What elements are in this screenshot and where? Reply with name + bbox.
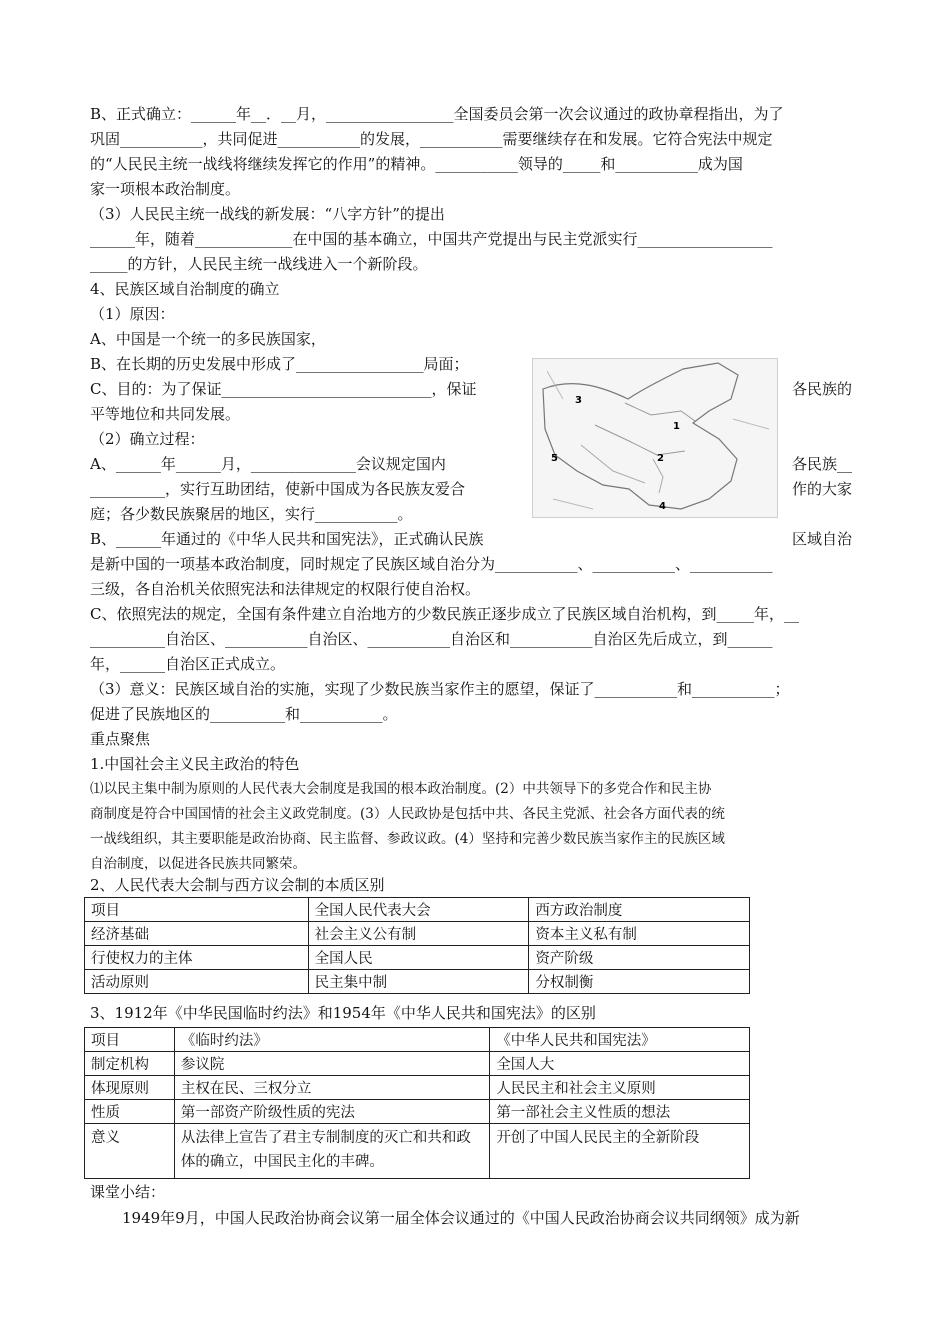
text-line: （3）意义：民族区域自治的实施，实现了少数民族当家作主的愿望，保证了___________和___________；: [90, 680, 790, 698]
table-cell: 人民民主和社会主义原则: [490, 1076, 750, 1100]
table-cell: 经济基础: [85, 922, 309, 946]
map-label: 3: [575, 395, 582, 406]
text-line: 巩固___________，共同促进___________的发展，___________需要继续存在和发展。它符合宪法中规定: [90, 130, 773, 148]
text-line: 三级，各自治机关依照宪法和法律规定的权限行使自治权。: [90, 580, 481, 598]
map-label: 4: [659, 501, 666, 512]
text-line: 促进了民族地区的__________和___________。: [90, 705, 398, 723]
text-line: __________，实行互助团结，使新中国成为各民族友爱合: [90, 480, 466, 498]
table-cell: 活动原则: [85, 970, 309, 994]
text-line: B、正式确立：______年__．__月，_________________全国委员会第一次会议通过的政协章程指出，为了: [90, 105, 784, 123]
text-line: 区域自治: [792, 530, 853, 548]
text-line: 商制度是符合中国国情的社会主义政党制度。(3）人民政协是包括中共、各民主党派、社会各方面代表的统: [90, 806, 725, 822]
text-line: __________自治区、___________自治区、___________自治区和___________自治区先后成立，到______: [90, 630, 773, 648]
table-row: [85, 1076, 750, 1100]
table-cell: 制定机构: [85, 1052, 175, 1076]
section-heading: 课堂小结：: [90, 1183, 166, 1201]
table-row: [85, 970, 750, 994]
table-cell: 《临时约法》: [174, 1028, 489, 1052]
table-cell: 全国人大: [490, 1052, 750, 1076]
text-line: _____的方针，人民民主统一战线进入一个新阶段。: [90, 255, 428, 273]
text-line: B、在长期的历史发展中形成了_________________局面；: [90, 355, 469, 373]
table-cell: 项目: [85, 1028, 175, 1052]
text-line: 的“人民民主统一战线将继续发挥它的作用”的精神。___________领导的_____和___________成为国: [90, 155, 743, 173]
table-cell: 行使权力的主体: [85, 946, 309, 970]
table-row: [85, 946, 750, 970]
text-line: 一战线组织，其主要职能是政治协商、民主监督、参政议政。(4）坚持和完善少数民族当家作主的民族区域: [90, 831, 725, 847]
table-row: [85, 898, 750, 922]
section-heading: 重点聚焦: [90, 730, 151, 748]
table-cell: 项目: [85, 898, 309, 922]
table-cell: 第一部资产阶级性质的宪法: [174, 1100, 489, 1124]
text-line: A、______年______月，______________会议规定国内: [90, 455, 446, 473]
text-line: B、______年通过的《中华人民共和国宪法》，正式确认民族: [90, 530, 484, 548]
table-cell: 西方政治制度: [529, 898, 750, 922]
table-cell: 意义: [85, 1124, 175, 1179]
text-line: A、中国是一个统一的多民族国家，: [90, 330, 326, 348]
text-line: 是新中国的一项基本政治制度，同时规定了民族区域自治分为___________、___________、___________: [90, 555, 773, 573]
table-cell: 资本主义私有制: [529, 922, 750, 946]
table-row: [85, 922, 750, 946]
table-cell: 分权制衡: [529, 970, 750, 994]
table-cell: 民主集中制: [308, 970, 529, 994]
table-cell: 社会主义公有制: [308, 922, 529, 946]
map-label: 1: [673, 421, 680, 432]
text-line: 各民族__: [792, 455, 853, 473]
text-line: ______年，随着_____________在中国的基本确立，中国共产党提出与民主党派实行__________________: [90, 230, 773, 248]
text-line: 家一项根本政治制度。: [90, 180, 241, 198]
table-cell: 从法律上宣告了君主专制制度的灭亡和共和政体的确立，中国民主化的丰碑。: [174, 1124, 489, 1179]
section-heading: 2、人民代表大会制与西方议会制的本质区别: [90, 876, 385, 894]
comparison-table-constitution: [84, 1027, 750, 1179]
text-line: 平等地位和共同发展。: [90, 405, 241, 423]
map-label: 2: [657, 453, 664, 464]
text-line: （2）确立过程：: [90, 430, 205, 448]
text-line: 庭；各少数民族聚居的地区，实行___________。: [90, 505, 413, 523]
table-row: [85, 1052, 750, 1076]
text-line: 自治制度，以促进各民族共同繁荣。: [90, 856, 306, 872]
section-heading: 3、1912年《中华民国临时约法》和1954年《中华人民共和国宪法》的区别: [90, 1004, 596, 1022]
text-line: 作的大家: [792, 480, 853, 498]
table-cell: 性质: [85, 1100, 175, 1124]
comparison-table-congress: [84, 897, 750, 994]
text-line: 1949年9月，中国人民政治协商会议第一届全体会议通过的《中国人民政治协商会议共同纲领》成为新: [122, 1209, 800, 1227]
text-line: 各民族的: [792, 380, 853, 398]
table-cell: 体现原则: [85, 1076, 175, 1100]
table-cell: 资产阶级: [529, 946, 750, 970]
china-map-image: [532, 358, 778, 518]
table-cell: 全国人民代表大会: [308, 898, 529, 922]
map-outline: [533, 359, 777, 517]
table-row: [85, 1124, 750, 1179]
table-cell: 《中华人民共和国宪法》: [490, 1028, 750, 1052]
table-cell: 第一部社会主义性质的想法: [490, 1100, 750, 1124]
text-line: （1）原因：: [90, 305, 175, 323]
text-line: C、目的：为了保证____________________________，保证: [90, 380, 477, 398]
table-cell: 开创了中国人民民主的全新阶段: [490, 1124, 750, 1179]
text-line: 年，______自治区正式成立。: [90, 655, 286, 673]
table-cell: 参议院: [174, 1052, 489, 1076]
table-cell: 全国人民: [308, 946, 529, 970]
table-row: [85, 1028, 750, 1052]
text-line: （3）人民民主统一战线的新发展：“八字方针”的提出: [90, 205, 445, 223]
map-label: 5: [551, 453, 558, 464]
text-line: ⑴以民主集中制为原则的人民代表大会制度是我国的根本政治制度。(2）中共领导下的多党合作和民主协: [90, 781, 712, 797]
table-row: [85, 1100, 750, 1124]
section-heading: 4、民族区域自治制度的确立: [90, 280, 280, 298]
section-heading: 1.中国社会主义民主政治的特色: [90, 755, 300, 773]
text-line: C、依照宪法的规定，全国有条件建立自治地方的少数民族正逐步成立了民族区域自治机构，到_____年，__: [90, 605, 799, 623]
table-cell: 主权在民、三权分立: [174, 1076, 489, 1100]
